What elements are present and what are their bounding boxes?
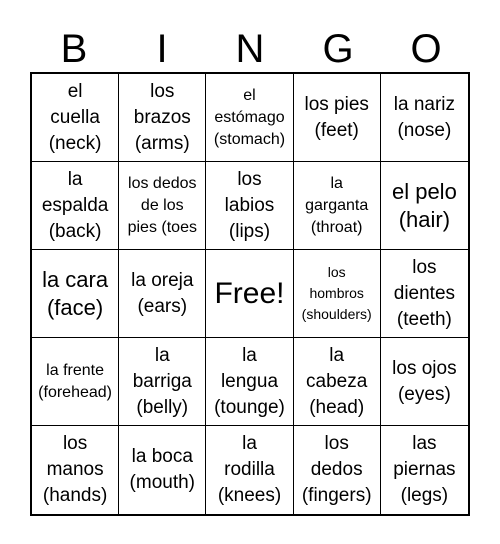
- bingo-cell[interactable]: [32, 250, 119, 338]
- header-letter-b: B: [60, 27, 88, 71]
- cell-label: los dedos (fingers): [301, 433, 372, 506]
- cell-label: la garganta (throat): [305, 174, 369, 236]
- cell-label: el pelo (hair): [391, 178, 457, 232]
- cell-label: la barriga (belly): [132, 344, 192, 418]
- bingo-cell[interactable]: [32, 74, 119, 162]
- cell-label: las piernas (legs): [393, 433, 456, 506]
- bingo-cell[interactable]: [32, 338, 119, 426]
- header-letter-o: O: [410, 27, 442, 71]
- cell-label: los brazos (arms): [133, 80, 191, 154]
- cell-label: la rodilla (knees): [217, 433, 282, 506]
- cell-label: la frente (forehead): [38, 361, 112, 401]
- bingo-cell[interactable]: [206, 338, 293, 426]
- cell-label: la lengua (tounge): [214, 344, 285, 418]
- cell-label: los dientes (teeth): [393, 256, 456, 330]
- bingo-cell[interactable]: [294, 426, 381, 514]
- cell-label: los manos (hands): [42, 433, 108, 506]
- bingo-header: [30, 26, 470, 72]
- cell-label: los labios (lips): [224, 168, 275, 242]
- free-space-cell[interactable]: [206, 250, 293, 338]
- cell-label: la cara (face): [42, 266, 109, 320]
- bingo-cell[interactable]: [294, 338, 381, 426]
- bingo-cell[interactable]: [119, 426, 206, 514]
- bingo-cell[interactable]: [206, 426, 293, 514]
- bingo-cell[interactable]: [206, 162, 293, 250]
- bingo-cell[interactable]: [32, 162, 119, 250]
- cell-label: la nariz (nose): [393, 93, 456, 141]
- bingo-cell[interactable]: [294, 162, 381, 250]
- header-letter-g: G: [322, 27, 354, 71]
- bingo-cell[interactable]: [381, 338, 468, 426]
- cell-label: los dedos de los pies (toes: [127, 174, 197, 236]
- cell-label: la cabeza (head): [306, 344, 368, 418]
- header-letter-n: N: [235, 27, 265, 71]
- bingo-cell[interactable]: [206, 74, 293, 162]
- bingo-cell[interactable]: [119, 250, 206, 338]
- bingo-cell[interactable]: [381, 426, 468, 514]
- bingo-cell[interactable]: [381, 74, 468, 162]
- cell-label: los ojos (eyes): [392, 357, 457, 405]
- bingo-cell[interactable]: [119, 74, 206, 162]
- cell-label: la espalda (back): [41, 168, 109, 242]
- bingo-cell[interactable]: [381, 250, 468, 338]
- bingo-cell[interactable]: [119, 162, 206, 250]
- cell-label: el estómago (stomach): [213, 86, 286, 148]
- bingo-cell[interactable]: [294, 74, 381, 162]
- cell-label: la boca (mouth): [129, 446, 196, 493]
- cell-label: los hombros (shoulders): [301, 264, 372, 322]
- bingo-cell[interactable]: [294, 250, 381, 338]
- cell-label: el cuella (neck): [48, 80, 102, 154]
- cell-label: la oreja (ears): [131, 269, 194, 317]
- bingo-grid: [30, 72, 470, 516]
- cell-label: los pies (feet): [304, 93, 369, 141]
- bingo-cell[interactable]: [381, 162, 468, 250]
- header-letter-i: I: [156, 27, 168, 71]
- bingo-cell[interactable]: [119, 338, 206, 426]
- free-space-label: Free!: [214, 276, 285, 310]
- bingo-cell[interactable]: [32, 426, 119, 514]
